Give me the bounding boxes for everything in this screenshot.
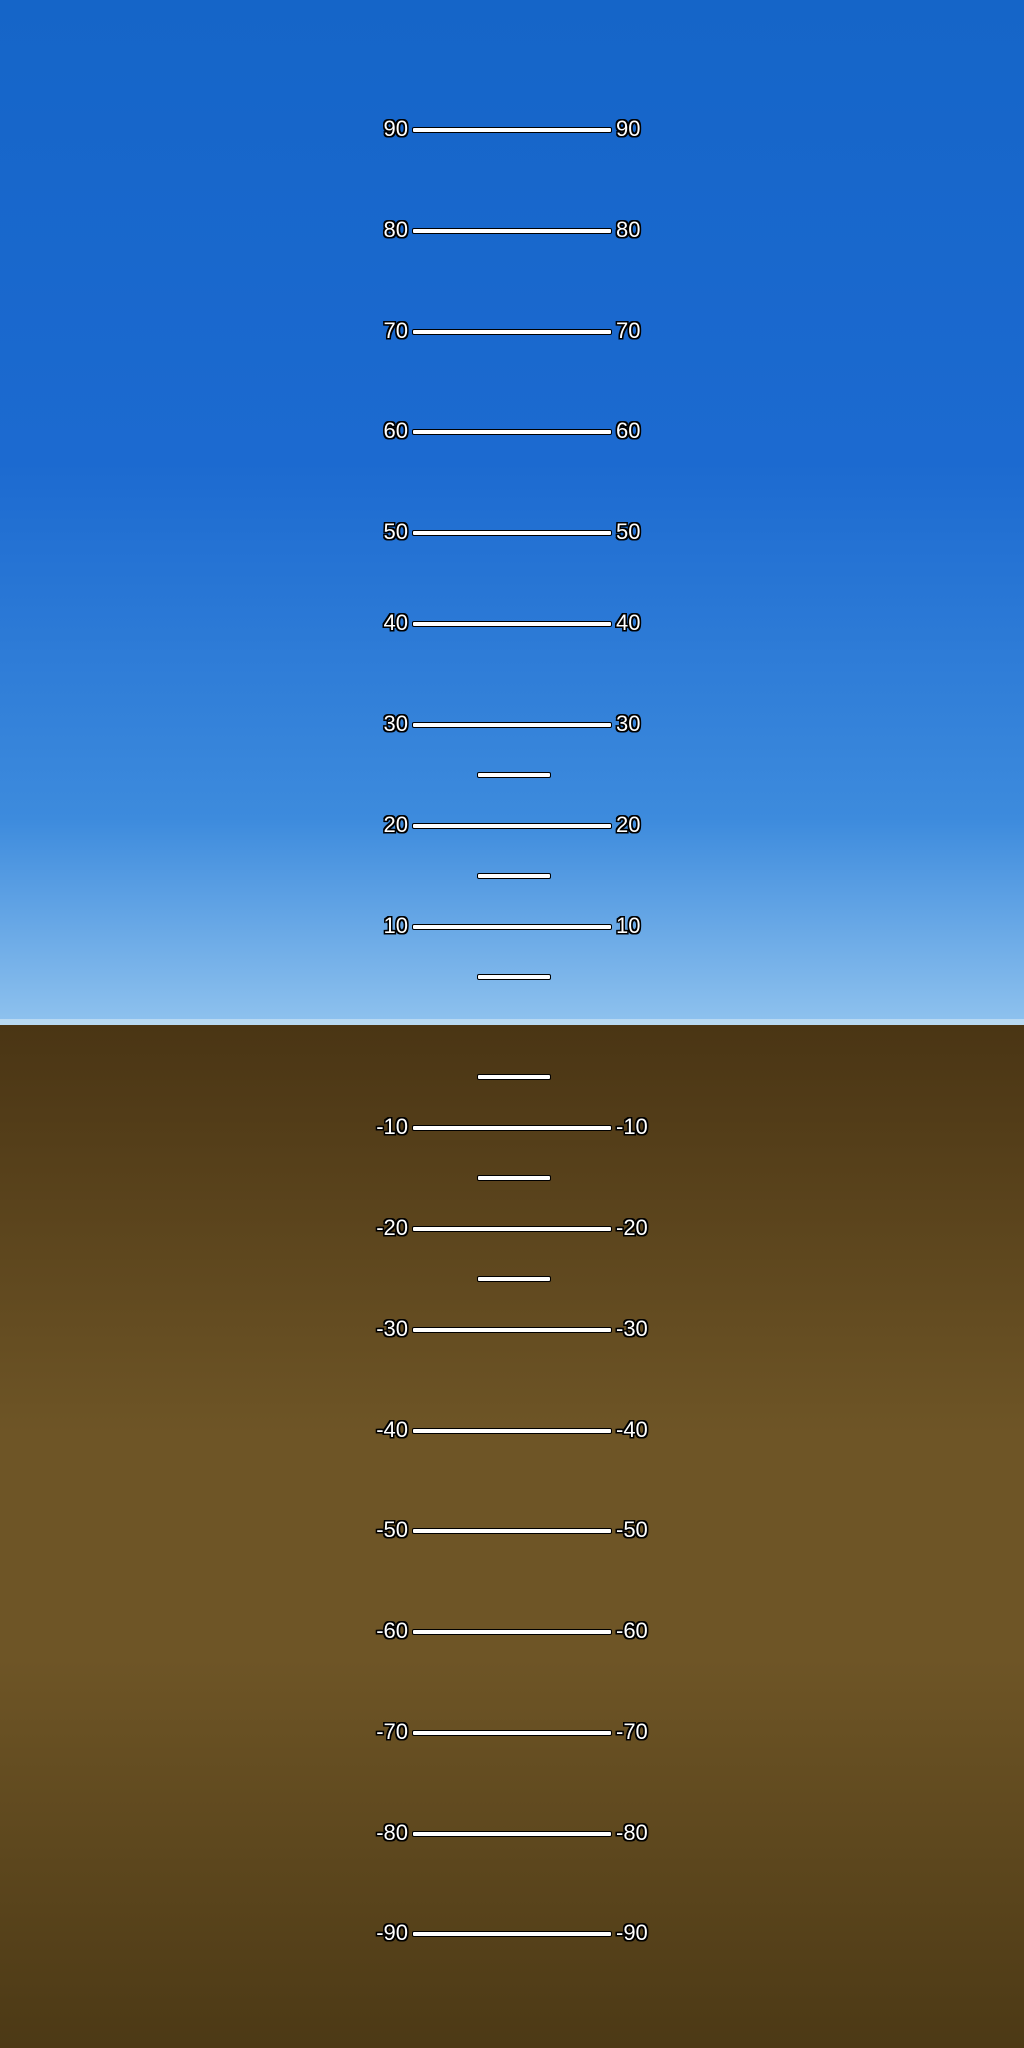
pitch-rung-label-right: -60 [616, 1618, 648, 1643]
pitch-rung-label-left: -20 [376, 1215, 408, 1240]
pitch-rung-bar-major [412, 1428, 612, 1434]
pitch-rung-label-right: -40 [616, 1417, 648, 1442]
pitch-rung-label-right: -70 [616, 1719, 648, 1744]
pitch-rung-label-left: -50 [376, 1517, 408, 1542]
pitch-rung-bar-major [412, 1226, 612, 1232]
pitch-rung-bar-major [412, 823, 612, 829]
pitch-rung-bar-major [412, 1831, 612, 1837]
pitch-rung-bar-major [412, 530, 612, 536]
pitch-rung-bar-minor [477, 974, 551, 980]
pitch-rung-label-right: 90 [616, 116, 641, 141]
pitch-rung-label-right: -90 [616, 1920, 648, 1945]
pitch-rung-label-left: 10 [383, 913, 408, 938]
pitch-rung-label-left: -40 [376, 1417, 408, 1442]
pitch-rung-label-right: -30 [616, 1316, 648, 1341]
pitch-rung-label-left: -30 [376, 1316, 408, 1341]
pitch-rung-label-left: 60 [383, 418, 408, 443]
pitch-rung-bar-major [412, 621, 612, 627]
pitch-rung-label-right: 20 [616, 812, 641, 837]
pitch-rung-bar-major [412, 1327, 612, 1333]
pitch-rung-label-left: 30 [383, 711, 408, 736]
pitch-rung-bar-minor [477, 873, 551, 879]
pitch-rung-label-left: 70 [383, 318, 408, 343]
pitch-rung-label-left: 20 [383, 812, 408, 837]
pitch-rung-label-right: -20 [616, 1215, 648, 1240]
pitch-rung-label-right: 50 [616, 519, 641, 544]
pitch-rung-bar-major [412, 1931, 612, 1937]
pitch-rung-label-left: -70 [376, 1719, 408, 1744]
pitch-rung-bar-major [412, 1629, 612, 1635]
pitch-rung-label-left: -60 [376, 1618, 408, 1643]
pitch-rung-label-left: -80 [376, 1820, 408, 1845]
pitch-rung-label-left: -90 [376, 1920, 408, 1945]
pitch-rung-label-right: -10 [616, 1114, 648, 1139]
pitch-rung-bar-minor [477, 1276, 551, 1282]
pitch-rung-bar-major [412, 722, 612, 728]
pitch-rung-bar-minor [477, 772, 551, 778]
pitch-rung-bar-major [412, 228, 612, 234]
pitch-rung-label-right: 30 [616, 711, 641, 736]
pitch-rung-label-left: 40 [383, 610, 408, 635]
pitch-rung-bar-major [412, 1730, 612, 1736]
pitch-rung-label-right: 70 [616, 318, 641, 343]
pitch-rung-label-right: 60 [616, 418, 641, 443]
pitch-rung-label-right: 10 [616, 913, 641, 938]
pitch-rung-bar-major [412, 429, 612, 435]
pitch-rung-label-left: 50 [383, 519, 408, 544]
pitch-rung-label-left: 80 [383, 217, 408, 242]
pitch-rung-bar-major [412, 329, 612, 335]
pitch-rung-bar-major [412, 924, 612, 930]
pitch-rung-label-right: -80 [616, 1820, 648, 1845]
pitch-rung-bar-major [412, 1528, 612, 1534]
pitch-rung-label-left: 90 [383, 116, 408, 141]
pitch-rung-label-right: 40 [616, 610, 641, 635]
pitch-rung-bar-minor [477, 1175, 551, 1181]
pitch-rung-label-right: 80 [616, 217, 641, 242]
pitch-rung-bar-minor [477, 1074, 551, 1080]
pitch-rung-label-left: -10 [376, 1114, 408, 1139]
pitch-rung-bar-major [412, 1125, 612, 1131]
pitch-rung-bar-major [412, 127, 612, 133]
pitch-rung-label-right: -50 [616, 1517, 648, 1542]
